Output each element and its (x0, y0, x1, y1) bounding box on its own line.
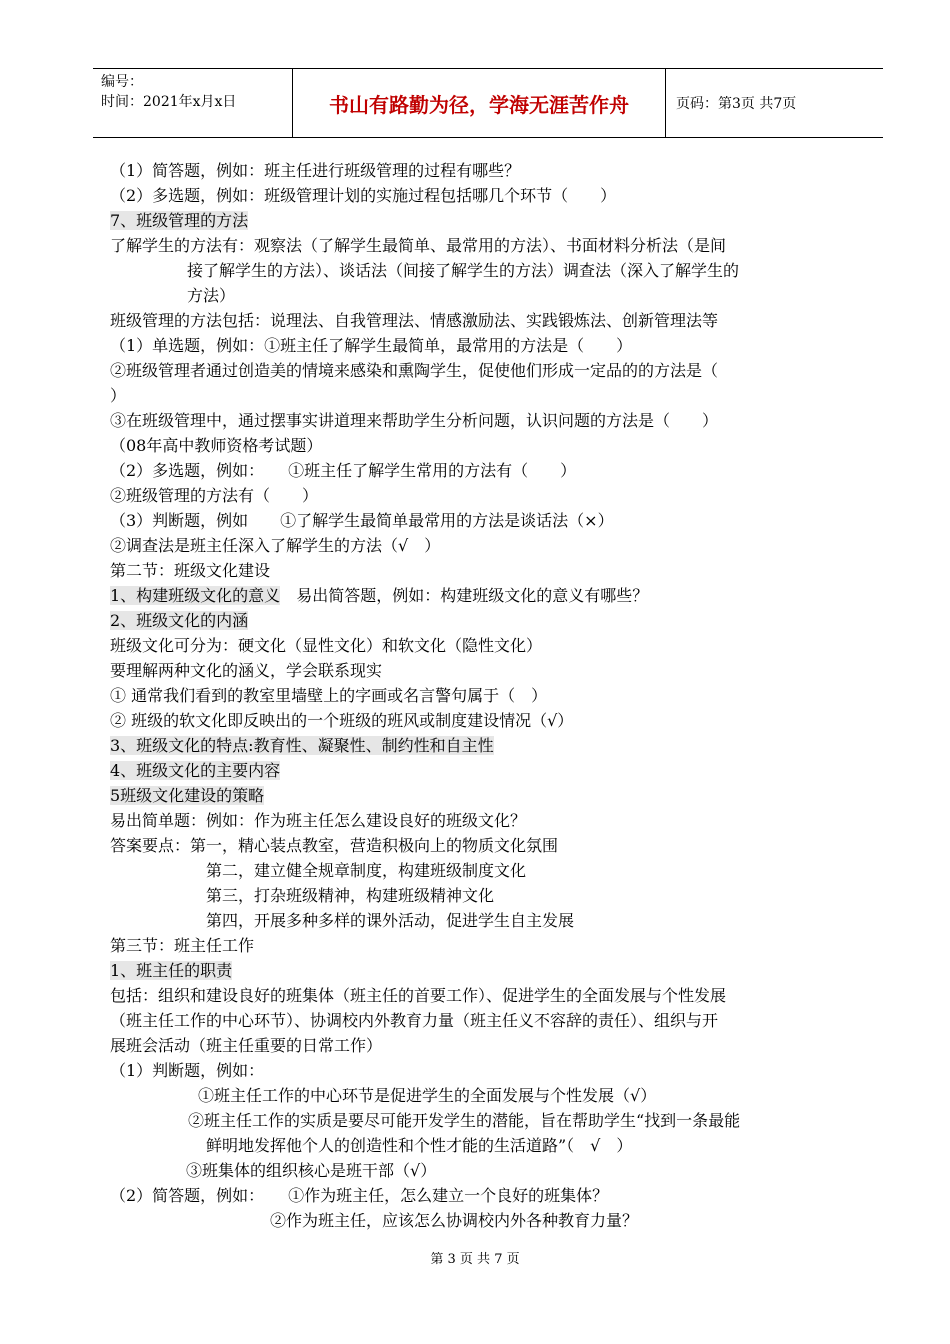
text-line: （1）简答题，例如：班主任进行班级管理的过程有哪些？ (110, 161, 521, 180)
header-motto: 书山有路勤为径，学海无涯苦作舟 (293, 69, 666, 137)
text-line: 第二，建立健全规章制度，构建班级制度文化 (206, 861, 527, 880)
text-line: （2）多选题，例如：班级管理计划的实施过程包括哪几个环节（ ） (110, 186, 617, 205)
header-number-label: 编号： (101, 74, 143, 90)
text-line: 答案要点：第一，精心装点教室，营造积极向上的物质文化氛围 (110, 836, 559, 855)
text-line (110, 783, 870, 808)
text-line (110, 208, 870, 233)
text-line: 易出简单题：例如：作为班主任怎么建设良好的班级文化？ (110, 811, 527, 830)
document-body (110, 158, 870, 1233)
text-line: （1）判断题，例如： (110, 1061, 265, 1080)
text-line: 方法） (187, 286, 236, 305)
text-line: （1）单选题，例如：①班主任了解学生最简单，最常用的方法是（ ） (110, 336, 633, 355)
heading-note: 易出简答题，例如：构建班级文化的意义有哪些？ (280, 586, 649, 605)
text-line: （班主任工作的中心环节）、协调校内外教育力量（班主任义不容辞的责任）、组织与开 (110, 1011, 719, 1030)
page-header (93, 68, 883, 138)
text-line: ①班主任工作的中心环节是促进学生的全面发展与个性发展（√） (198, 1086, 657, 1105)
text-line: ②调查法是班主任深入了解学生的方法（√ ） (110, 536, 441, 555)
text-line: （08年高中教师资格考试题） (110, 436, 323, 455)
text-line: 班级文化可分为：硬文化（显性文化）和软文化（隐性文化） (110, 636, 543, 655)
page-footer: 第 3 页 共 7 页 (430, 1252, 520, 1267)
section-heading: 2、班级文化的内涵 (110, 611, 249, 630)
header-meta (93, 69, 293, 137)
text-line: 第三，打杂班级精神，构建班级精神文化 (206, 886, 495, 905)
text-line: ② 班级的软文化即反映出的一个班级的班风或制度建设情况（√） (110, 711, 574, 730)
text-line: 包括：组织和建设良好的班集体（班主任的首要工作）、促进学生的全面发展与个性发展 (110, 986, 727, 1005)
header-page-info: 页码：第3页 共7页 (676, 96, 797, 112)
text-line: 第四，开展多种多样的课外活动，促进学生自主发展 (206, 911, 575, 930)
text-line: 鲜明地发挥他个人的创造性和个性才能的生活道路”（ √ ） (206, 1136, 633, 1155)
text-line: ②班主任工作的实质是要尽可能开发学生的潜能，旨在帮助学生“找到一条最能 (188, 1111, 741, 1130)
text-line: ②作为班主任，应该怎么协调校内外各种教育力量？ (270, 1211, 639, 1230)
text-line: （3）判断题，例如 ①了解学生最简单最常用的方法是谈话法（×） (110, 511, 614, 530)
text-line (110, 758, 870, 783)
text-line (110, 583, 870, 608)
text-line: 接了解学生的方法）、谈话法（间接了解学生的方法）调查法（深入了解学生的 (187, 261, 740, 280)
text-line: 第二节：班级文化建设 (110, 561, 271, 580)
text-line: 要理解两种文化的涵义，学会联系现实 (110, 661, 383, 680)
section-heading: 5班级文化建设的策略 (110, 786, 265, 805)
text-line: ③班集体的组织核心是班干部（√） (186, 1161, 437, 1180)
text-line: （2）简答题，例如： ①作为班主任，怎么建立一个良好的班集体？ (110, 1186, 609, 1205)
header-time-label: 时间：2021年x月x日 (101, 94, 237, 110)
section-heading: 1、构建班级文化的意义 (110, 586, 281, 605)
section-heading: 7、班级管理的方法 (110, 211, 249, 230)
text-line: （2）多选题，例如： ①班主任了解学生常用的方法有（ ） (110, 461, 577, 480)
section-heading: 1、班主任的职责 (110, 961, 233, 980)
text-line (110, 608, 870, 633)
text-line: ① 通常我们看到的教室里墙壁上的字画或名言警句属于（ ） (110, 686, 548, 705)
text-line: 班级管理的方法包括：说理法、自我管理法、情感激励法、实践锻炼法、创新管理法等 (110, 311, 719, 330)
text-line: 了解学生的方法有：观察法（了解学生最简单、最常用的方法）、书面材料分析法（是间 (110, 236, 727, 255)
text-line: ③在班级管理中，通过摆事实讲道理来帮助学生分析问题，认识问题的方法是（ ） (110, 411, 719, 430)
text-line: ） (110, 386, 127, 405)
text-line: ②班级管理者通过创造美的情境来感染和熏陶学生，促使他们形成一定品的的方法是（ (110, 361, 719, 380)
text-line: 第三节：班主任工作 (110, 936, 255, 955)
text-line (110, 733, 870, 758)
section-heading: 4、班级文化的主要内容 (110, 761, 281, 780)
text-line (110, 958, 870, 983)
section-heading: 3、班级文化的特点:教育性、凝聚性、制约性和自主性 (110, 736, 494, 755)
text-line: 展班会活动（班主任重要的日常工作） (110, 1036, 383, 1055)
text-line: ②班级管理的方法有（ ） (110, 486, 319, 505)
